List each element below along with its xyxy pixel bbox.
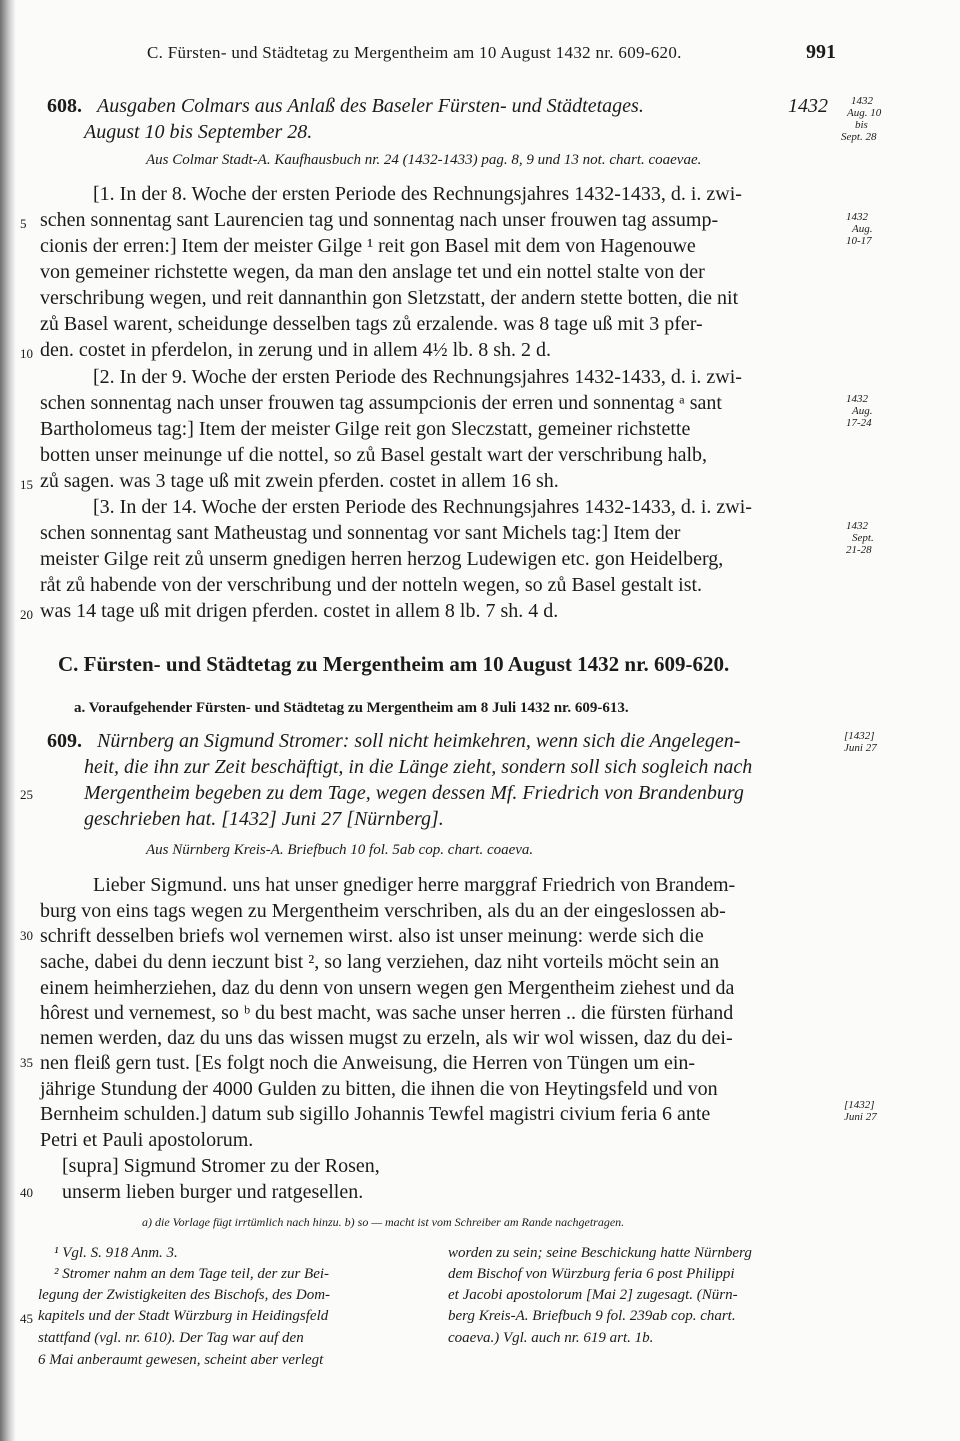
doc608-line: zů Basel warent, scheidunge desselben tags zů erzalende. was 8 tage uß mit 3 pfer- (40, 313, 703, 335)
footnote-line: 6 Mai anberaumt gewesen, scheint aber verlegt (38, 1352, 324, 1368)
side-note-days: 17-24 (846, 417, 872, 429)
doc609-line: nen fleiß gern tust. [Es folgt noch die Anweisung, die Herren von Tüngen um ein- (40, 1052, 696, 1074)
margin-month: Aug. 10 (847, 107, 882, 119)
book-spine-shadow (0, 0, 16, 1441)
side-note-month: Sept. (852, 532, 874, 544)
line-number: 10 (20, 346, 33, 361)
running-header: C. Fürsten- und Städtetag zu Mergentheim am 10 August 1432 nr. 609-620. (147, 43, 682, 62)
doc609-margin-date-bottom (844, 1099, 877, 1123)
line-number: 25 (20, 787, 33, 802)
doc608-line: zů sagen. was 3 tage uß mit zwein pferden. costet in allem 16 sh. (40, 470, 559, 492)
doc609-source: Aus Nürnberg Kreis-A. Briefbuch 10 fol. 5ab cop. chart. coaeva. (146, 842, 534, 858)
doc608-line: [3. In der 14. Woche der ersten Periode des Rechnungsjahres 1432-1433, d. i. zwi- (93, 496, 752, 518)
doc608-line: råt zů habende von der verschribung und der notteln wegen, so zů Basel gestalt ist. (40, 574, 703, 596)
doc609-line: burg von eins tags wegen zu Mergentheim verschriben, als du an der eingeslossen ab- (40, 900, 726, 922)
doc608-line: botten unser meinunge uf die nottel, so zů Basel gestalt wart der verschribung halb, (40, 444, 708, 466)
footnote-line: stattfand (vgl. nr. 610). Der Tag war auf den (38, 1330, 304, 1346)
side-note-year: 1432 (846, 393, 868, 405)
margin-year: [1432] (844, 730, 875, 742)
line-number: 5 (20, 216, 27, 231)
doc609-title: Nürnberg an Sigmund Stromer: soll nicht heimkehren, wenn sich die Angelegen- (97, 730, 741, 752)
doc608-title: Ausgaben Colmars aus Anlaß des Baseler Fürsten- und Städtetages. (97, 95, 644, 117)
line-number: 45 (20, 1311, 33, 1326)
side-note-days: 21-28 (846, 544, 872, 556)
doc608-line: verschribung wegen, und reit dannanthin gon Sletzstatt, der andern stette botten, die nit (40, 287, 739, 309)
line-number: 20 (20, 607, 33, 622)
side-note-year: 1432 (846, 211, 868, 223)
line-number: 30 (20, 928, 33, 943)
doc609-title-line: heit, die ihn zur Zeit beschäftigt, in die Länge zieht, sondern soll sich sogleich nach (84, 756, 753, 778)
doc608-line: cionis der erren:] Item der meister Gilge ¹ reit gon Basel mit dem von Hagenouwe (40, 235, 696, 257)
footnote-line: legung der Zwistigkeiten des Bischofs, des Dom- (38, 1287, 331, 1303)
footnote-line: et Jacobi apostolorum [Mai 2] zugesagt. (Nürn- (448, 1287, 738, 1303)
doc608-line: schen sonnentag sant Laurencien tag und sonnentag nach unser frouwen tag assump- (40, 209, 719, 231)
footnote-line: dem Bischof von Würzburg feria 6 post Philippi (448, 1266, 735, 1282)
doc609-line: hôrest und vernemest, so ᵇ du best macht, was sache unser herren .. die fürsten fürhand (40, 1002, 734, 1024)
line-number: 15 (20, 477, 33, 492)
doc609-line: sache, dabei du denn ieczunt bist ², so lang verziehen, daz niht vorteils möcht sein an (40, 951, 720, 973)
doc608-line: meister Gilge reit zů unserm gnedigen herren herzog Ludewigen etc. gon Heidelberg, (40, 548, 724, 570)
doc609-line: Petri et Pauli apostolorum. (40, 1129, 254, 1151)
margin-date: Juni 27 (844, 742, 877, 754)
doc609-number: 609. (47, 730, 82, 752)
side-note-month: Aug. (852, 223, 873, 235)
textual-notes: a) die Vorlage fügt irrtümlich nach hinzu. b) so — macht ist vom Schreiber am Rande nachgetragen. (142, 1215, 625, 1229)
margin-bis: bis (855, 119, 868, 131)
section-heading: C. Fürsten- und Städtetag zu Mergentheim am 10 August 1432 nr. 609-620. (58, 652, 730, 676)
doc608-year: 1432 (788, 95, 828, 117)
doc609-heading-line1 (47, 730, 740, 753)
doc608-line: schen sonnentag nach unser frouwen tag assumpcionis der erren und sonnentag ᵃ sant (40, 392, 722, 414)
side-note-year: 1432 (846, 520, 868, 532)
doc609-line: nemen werden, daz du uns das wissen mugst zu erzeln, als wir wol wissen, daz du dei- (40, 1027, 733, 1049)
doc608-title-line2: August 10 bis September 28. (84, 121, 313, 143)
side-note-date (846, 211, 872, 247)
doc608-number: 608. (47, 95, 82, 117)
margin-year: 1432 (851, 95, 873, 107)
doc608-line: [1. In der 8. Woche der ersten Periode des Rechnungsjahres 1432-1433, d. i. zwi- (93, 183, 742, 205)
doc608-line: [2. In der 9. Woche der ersten Periode des Rechnungsjahres 1432-1433, d. i. zwi- (93, 366, 742, 388)
doc608-line: was 14 tage uß mit drigen pferden. costet in allem 8 lb. 7 sh. 4 d. (40, 600, 559, 622)
doc609-address: [supra] Sigmund Stromer zu der Rosen, (62, 1155, 380, 1177)
subsection-heading: a. Voraufgehender Fürsten- und Städtetag zu Mergentheim am 8 Juli 1432 nr. 609-613. (74, 700, 629, 716)
doc608-margin-date (841, 95, 882, 143)
doc609-line: einem heimherziehen, daz du denn von unsern wegen gen Mergentheim ziehest und da (40, 977, 735, 999)
footnote-line: ¹ Vgl. S. 918 Anm. 3. (54, 1245, 178, 1261)
doc609-title-line: Mergentheim begeben zu dem Tage, wegen dessen Mf. Friedrich von Brandenburg (84, 782, 744, 804)
footnote-line: coaeva.) Vgl. auch nr. 619 art. 1b. (448, 1330, 654, 1346)
doc609-line: jährige Stundung der 4000 Gulden zu bitten, die ihnen die von Heytingsfeld und von (40, 1078, 718, 1100)
doc609-margin-date (844, 730, 877, 754)
side-note-days: 10-17 (846, 235, 872, 247)
footnote-line: ² Stromer nahm an dem Tage teil, der zur Bei- (54, 1266, 330, 1282)
doc609-address: unserm lieben burger und ratgesellen. (62, 1181, 364, 1203)
margin-date: Juni 27 (844, 1111, 877, 1123)
side-note-month: Aug. (852, 405, 873, 417)
side-note-date (846, 520, 874, 556)
doc608-line: Bartholomeus tag:] Item der meister Gilge reit gon Sleczstatt, gemeiner richstette (40, 418, 691, 440)
side-note-date (846, 393, 872, 429)
doc608-heading-line1 (47, 95, 644, 118)
line-number: 40 (20, 1185, 33, 1200)
margin-year: [1432] (844, 1099, 875, 1111)
doc609-title-line: geschrieben hat. [1432] Juni 27 [Nürnberg]. (84, 808, 444, 830)
page-number: 991 (806, 41, 836, 63)
margin-end: Sept. 28 (841, 131, 877, 143)
doc609-line: Lieber Sigmund. uns hat unser gnediger herre marggraf Friedrich von Brandem- (93, 874, 736, 896)
footnote-line: kapitels und der Stadt Würzburg in Heidingsfeld (38, 1308, 329, 1324)
doc608-source: Aus Colmar Stadt-A. Kaufhausbuch nr. 24 (1432-1433) pag. 8, 9 und 13 not. chart. coaevae. (146, 152, 702, 168)
doc608-line: den. costet in pferdelon, in zerung und in allem 4½ lb. 8 sh. 2 d. (40, 339, 552, 361)
doc608-line: von gemeiner richstette wegen, da man den anslage tet und ein nottel stalte von der (40, 261, 705, 283)
line-number: 35 (20, 1055, 33, 1070)
doc609-line: schrift desselben briefs wol vernemen wirst. also ist unser meinung: werde sich die (40, 925, 704, 947)
footnote-line: berg Kreis-A. Briefbuch 9 fol. 239ab cop. chart. (448, 1308, 736, 1324)
doc608-line: schen sonnentag sant Matheustag und sonnentag vor sant Michels tag:] Item der (40, 522, 681, 544)
doc609-line: Bernheim schulden.] datum sub sigillo Johannis Tewfel magistri civium feria 6 ante (40, 1103, 711, 1125)
footnote-line: worden zu sein; seine Beschickung hatte Nürnberg (448, 1245, 752, 1261)
